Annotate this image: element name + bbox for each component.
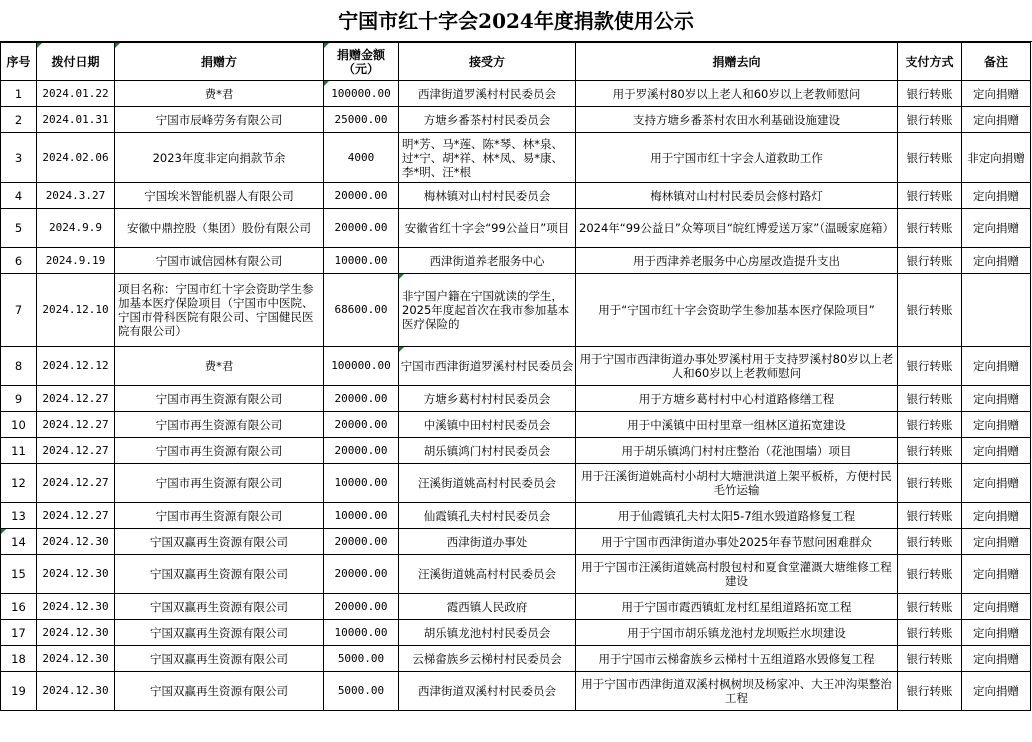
- cell-date[interactable]: 2024.12.27: [37, 386, 115, 412]
- cell-no[interactable]: 11: [1, 438, 37, 464]
- cell-note[interactable]: 定向捐赠: [962, 347, 1031, 386]
- cell-payment[interactable]: 银行转账: [898, 412, 962, 438]
- cell-donor[interactable]: 费*君: [115, 81, 324, 107]
- cell-amount[interactable]: 10000.00: [324, 503, 399, 529]
- cell-donor[interactable]: 宁国市再生资源有限公司: [115, 386, 324, 412]
- cell-date[interactable]: 2024.12.30: [37, 646, 115, 672]
- cell-amount[interactable]: 20000.00: [324, 594, 399, 620]
- cell-note[interactable]: 定向捐赠: [962, 81, 1031, 107]
- cell-note[interactable]: 定向捐赠: [962, 646, 1031, 672]
- cell-amount[interactable]: 4000: [324, 133, 399, 183]
- cell-date[interactable]: 2024.3.27: [37, 183, 115, 209]
- cell-recipient[interactable]: 霞西镇人民政府: [399, 594, 576, 620]
- cell-recipient[interactable]: 汪溪街道姚高村村民委员会: [399, 464, 576, 503]
- cell-donor[interactable]: 安徽中鼎控股（集团）股份有限公司: [115, 209, 324, 248]
- cell-recipient[interactable]: 非宁国户籍在宁国就读的学生，2025年度起首次在我市参加基本医疗保险的: [399, 274, 576, 347]
- table-row: [1, 620, 1031, 646]
- cell-date[interactable]: 2024.12.30: [37, 529, 115, 555]
- cell-note[interactable]: 非定向捐赠: [962, 133, 1031, 183]
- cell-no[interactable]: 14: [1, 529, 37, 555]
- cell-purpose[interactable]: 用于宁国市红十字会人道救助工作: [576, 133, 898, 183]
- table-row: [1, 438, 1031, 464]
- cell-payment[interactable]: 银行转账: [898, 107, 962, 133]
- table-row: [1, 107, 1031, 133]
- cell-no[interactable]: 15: [1, 555, 37, 594]
- cell-donor[interactable]: 宁国双赢再生资源有限公司: [115, 594, 324, 620]
- cell-note[interactable]: 定向捐赠: [962, 386, 1031, 412]
- cell-date[interactable]: 2024.12.27: [37, 438, 115, 464]
- cell-no[interactable]: 19: [1, 672, 37, 711]
- cell-purpose[interactable]: 梅林镇对山村村民委员会修村路灯: [576, 183, 898, 209]
- cell-purpose[interactable]: 用于汪溪街道姚高村小胡村大塘泄洪道上架平板桥，方便村民毛竹运输: [576, 464, 898, 503]
- cell-recipient[interactable]: 西津街道办事处: [399, 529, 576, 555]
- cell-donor[interactable]: 宁国市诚信园林有限公司: [115, 248, 324, 274]
- cell-recipient[interactable]: 西津街道养老服务中心: [399, 248, 576, 274]
- cell-recipient[interactable]: 汪溪街道姚高村村民委员会: [399, 555, 576, 594]
- cell-note[interactable]: [962, 274, 1031, 347]
- cell-donor[interactable]: 宁国市再生资源有限公司: [115, 438, 324, 464]
- cell-purpose[interactable]: 用于宁国市云梯畲族乡云梯村十五组道路水毁修复工程: [576, 646, 898, 672]
- cell-note[interactable]: 定向捐赠: [962, 672, 1031, 711]
- cell-date[interactable]: 2024.12.30: [37, 672, 115, 711]
- cell-purpose[interactable]: 用于宁国市霞西镇虹龙村红星组道路拓宽工程: [576, 594, 898, 620]
- cell-recipient[interactable]: 梅林镇对山村村民委员会: [399, 183, 576, 209]
- cell-purpose[interactable]: 用于胡乐镇鸿门村村庄整治（花池围墙）项目: [576, 438, 898, 464]
- cell-amount[interactable]: 5000.00: [324, 646, 399, 672]
- cell-payment[interactable]: 银行转账: [898, 133, 962, 183]
- cell-payment[interactable]: 银行转账: [898, 438, 962, 464]
- cell-date[interactable]: 2024.9.9: [37, 209, 115, 248]
- cell-purpose[interactable]: 用于宁国市西津街道双溪村枫树坝及杨家冲、大王冲沟渠整治工程: [576, 672, 898, 711]
- cell-donor[interactable]: 宁国市再生资源有限公司: [115, 464, 324, 503]
- cell-donor[interactable]: 宁国市再生资源有限公司: [115, 503, 324, 529]
- table-row: [1, 183, 1031, 209]
- cell-purpose[interactable]: 用于西津养老服务中心房屋改造提升支出: [576, 248, 898, 274]
- cell-donor[interactable]: 宁国双赢再生资源有限公司: [115, 555, 324, 594]
- table-row: [1, 347, 1031, 386]
- cell-note[interactable]: 定向捐赠: [962, 248, 1031, 274]
- table-row: [1, 594, 1031, 620]
- cell-payment[interactable]: 银行转账: [898, 81, 962, 107]
- cell-amount[interactable]: 20000.00: [324, 438, 399, 464]
- page-title: 宁国市红十字会2024年度捐款使用公示: [0, 0, 1032, 42]
- table-row: [1, 529, 1031, 555]
- cell-payment[interactable]: 银行转账: [898, 209, 962, 248]
- cell-recipient[interactable]: 西津街道双溪村村民委员会: [399, 672, 576, 711]
- cell-amount[interactable]: 5000.00: [324, 672, 399, 711]
- cell-donor[interactable]: 费*君: [115, 347, 324, 386]
- cell-date[interactable]: 2024.01.31: [37, 107, 115, 133]
- cell-no[interactable]: 7: [1, 274, 37, 347]
- cell-amount[interactable]: 100000.00: [324, 81, 399, 107]
- cell-amount[interactable]: 10000.00: [324, 464, 399, 503]
- cell-donor[interactable]: 2023年度非定向捐款节余: [115, 133, 324, 183]
- cell-no[interactable]: 4: [1, 183, 37, 209]
- table-row: [1, 672, 1031, 711]
- cell-payment[interactable]: 银行转账: [898, 464, 962, 503]
- cell-recipient[interactable]: 安徽省红十字会“99公益日”项目: [399, 209, 576, 248]
- table-row: [1, 274, 1031, 347]
- cell-date[interactable]: 2024.12.30: [37, 620, 115, 646]
- cell-payment[interactable]: 银行转账: [898, 347, 962, 386]
- cell-purpose[interactable]: 用于宁国市西津街道办事处罗溪村用于支持罗溪村80岁以上老人和60岁以上老教师慰问: [576, 347, 898, 386]
- table-row: [1, 81, 1031, 107]
- cell-note[interactable]: 定向捐赠: [962, 555, 1031, 594]
- cell-recipient[interactable]: 云梯畲族乡云梯村村民委员会: [399, 646, 576, 672]
- cell-no[interactable]: 2: [1, 107, 37, 133]
- cell-donor[interactable]: 宁国双赢再生资源有限公司: [115, 529, 324, 555]
- col-header-date[interactable]: 拨付日期: [37, 43, 115, 81]
- cell-date[interactable]: 2024.12.10: [37, 274, 115, 347]
- cell-amount[interactable]: 20000.00: [324, 412, 399, 438]
- cell-no[interactable]: 13: [1, 503, 37, 529]
- cell-no[interactable]: 3: [1, 133, 37, 183]
- cell-note[interactable]: 定向捐赠: [962, 594, 1031, 620]
- cell-payment[interactable]: 银行转账: [898, 183, 962, 209]
- cell-donor[interactable]: 宁国双赢再生资源有限公司: [115, 646, 324, 672]
- cell-payment[interactable]: 银行转账: [898, 529, 962, 555]
- cell-recipient[interactable]: 胡乐镇龙池村村民委员会: [399, 620, 576, 646]
- table-row: [1, 209, 1031, 248]
- cell-purpose[interactable]: 用于宁国市西津街道办事处2025年春节慰问困难群众: [576, 529, 898, 555]
- cell-no[interactable]: 18: [1, 646, 37, 672]
- cell-recipient[interactable]: 宁国市西津街道罗溪村村民委员会: [399, 347, 576, 386]
- cell-purpose[interactable]: 2024年“99公益日”众筹项目“皖红博爱送万家”（温暖家庭箱）: [576, 209, 898, 248]
- cell-recipient[interactable]: 中溪镇中田村村民委员会: [399, 412, 576, 438]
- cell-payment[interactable]: 银行转账: [898, 646, 962, 672]
- cell-recipient[interactable]: 胡乐镇鸿门村村民委员会: [399, 438, 576, 464]
- cell-payment[interactable]: 银行转账: [898, 620, 962, 646]
- cell-donor[interactable]: 宁国埃米智能机器人有限公司: [115, 183, 324, 209]
- cell-date[interactable]: 2024.12.30: [37, 594, 115, 620]
- cell-purpose[interactable]: 用于方塘乡葛村村中心村道路修缮工程: [576, 386, 898, 412]
- cell-date[interactable]: 2024.12.27: [37, 503, 115, 529]
- cell-amount[interactable]: 20000.00: [324, 386, 399, 412]
- cell-payment[interactable]: 银行转账: [898, 386, 962, 412]
- cell-date[interactable]: 2024.12.30: [37, 555, 115, 594]
- cell-payment[interactable]: 银行转账: [898, 672, 962, 711]
- cell-note[interactable]: 定向捐赠: [962, 529, 1031, 555]
- cell-recipient[interactable]: 仙霞镇孔夫村村民委员会: [399, 503, 576, 529]
- cell-amount[interactable]: 20000.00: [324, 529, 399, 555]
- cell-amount[interactable]: 25000.00: [324, 107, 399, 133]
- cell-amount[interactable]: 100000.00: [324, 347, 399, 386]
- cell-recipient[interactable]: 明*芳、马*莲、陈*琴、林*泉、过*宁、胡*祥、林*凤、易*康、李*明、汪*根: [399, 133, 576, 183]
- cell-donor[interactable]: 宁国双赢再生资源有限公司: [115, 620, 324, 646]
- cell-donor[interactable]: 宁国市再生资源有限公司: [115, 412, 324, 438]
- cell-donor[interactable]: 项目名称：宁国市红十字会资助学生参加基本医疗保险项目（宁国市中医院、宁国市骨科医院有限公司、宁国健民医院有限公司）: [115, 274, 324, 347]
- cell-note[interactable]: 定向捐赠: [962, 464, 1031, 503]
- cell-amount[interactable]: 68600.00: [324, 274, 399, 347]
- cell-payment[interactable]: 银行转账: [898, 555, 962, 594]
- table-row: [1, 503, 1031, 529]
- cell-note[interactable]: 定向捐赠: [962, 438, 1031, 464]
- table-row: [1, 555, 1031, 594]
- table-row: [1, 248, 1031, 274]
- col-header-note[interactable]: 备注: [962, 43, 1031, 81]
- cell-payment[interactable]: 银行转账: [898, 248, 962, 274]
- cell-no[interactable]: 8: [1, 347, 37, 386]
- table-row: [1, 133, 1031, 183]
- col-header-no[interactable]: 序号: [1, 43, 37, 81]
- cell-note[interactable]: 定向捐赠: [962, 107, 1031, 133]
- cell-donor[interactable]: 宁国市辰峰劳务有限公司: [115, 107, 324, 133]
- cell-purpose[interactable]: 用于仙霞镇孔夫村太阳5-7组水毁道路修复工程: [576, 503, 898, 529]
- col-header-recipient[interactable]: 接受方: [399, 43, 576, 81]
- cell-recipient[interactable]: 方塘乡葛村村村民委员会: [399, 386, 576, 412]
- cell-no[interactable]: 17: [1, 620, 37, 646]
- cell-no[interactable]: 5: [1, 209, 37, 248]
- table-row: [1, 412, 1031, 438]
- cell-payment[interactable]: 银行转账: [898, 594, 962, 620]
- cell-purpose[interactable]: 用于中溪镇中田村里章一组林区道拓宽建设: [576, 412, 898, 438]
- cell-note[interactable]: 定向捐赠: [962, 412, 1031, 438]
- cell-date[interactable]: 2024.12.27: [37, 412, 115, 438]
- cell-donor[interactable]: 宁国双赢再生资源有限公司: [115, 672, 324, 711]
- cell-purpose[interactable]: 用于罗溪村80岁以上老人和60岁以上老教师慰问: [576, 81, 898, 107]
- cell-no[interactable]: 1: [1, 81, 37, 107]
- cell-purpose[interactable]: 支持方塘乡番茶村农田水利基础设施建设: [576, 107, 898, 133]
- table-row: [1, 464, 1031, 503]
- cell-date[interactable]: 2024.12.12: [37, 347, 115, 386]
- cell-amount[interactable]: 20000.00: [324, 183, 399, 209]
- cell-payment[interactable]: 银行转账: [898, 274, 962, 347]
- col-header-amount[interactable]: 捐赠金额（元）: [324, 43, 399, 81]
- col-header-donor[interactable]: 捐赠方: [115, 43, 324, 81]
- table-row: [1, 646, 1031, 672]
- cell-no[interactable]: 12: [1, 464, 37, 503]
- cell-date[interactable]: 2024.12.27: [37, 464, 115, 503]
- cell-amount[interactable]: 10000.00: [324, 248, 399, 274]
- cell-amount[interactable]: 10000.00: [324, 620, 399, 646]
- cell-date[interactable]: 2024.01.22: [37, 81, 115, 107]
- cell-note[interactable]: 定向捐赠: [962, 503, 1031, 529]
- cell-no[interactable]: 16: [1, 594, 37, 620]
- cell-date[interactable]: 2024.02.06: [37, 133, 115, 183]
- cell-recipient[interactable]: 方塘乡番茶村村民委员会: [399, 107, 576, 133]
- cell-purpose[interactable]: 用于宁国市汪溪街道姚高村殷包村和夏食堂灌溉大塘维修工程建设: [576, 555, 898, 594]
- table-row: [1, 386, 1031, 412]
- cell-note[interactable]: 定向捐赠: [962, 620, 1031, 646]
- cell-no[interactable]: 6: [1, 248, 37, 274]
- cell-purpose[interactable]: 用于宁国市胡乐镇龙池村龙坝贩拦水坝建设: [576, 620, 898, 646]
- header-row: [1, 43, 1031, 81]
- cell-amount[interactable]: 20000.00: [324, 555, 399, 594]
- cell-no[interactable]: 9: [1, 386, 37, 412]
- donation-table: [0, 42, 1031, 711]
- cell-note[interactable]: 定向捐赠: [962, 209, 1031, 248]
- cell-recipient[interactable]: 西津街道罗溪村村民委员会: [399, 81, 576, 107]
- col-header-purpose[interactable]: 捐赠去向: [576, 43, 898, 81]
- col-header-payment[interactable]: 支付方式: [898, 43, 962, 81]
- cell-amount[interactable]: 20000.00: [324, 209, 399, 248]
- cell-payment[interactable]: 银行转账: [898, 503, 962, 529]
- cell-date[interactable]: 2024.9.19: [37, 248, 115, 274]
- cell-no[interactable]: 10: [1, 412, 37, 438]
- cell-note[interactable]: 定向捐赠: [962, 183, 1031, 209]
- cell-purpose[interactable]: 用于“宁国市红十字会资助学生参加基本医疗保险项目”: [576, 274, 898, 347]
